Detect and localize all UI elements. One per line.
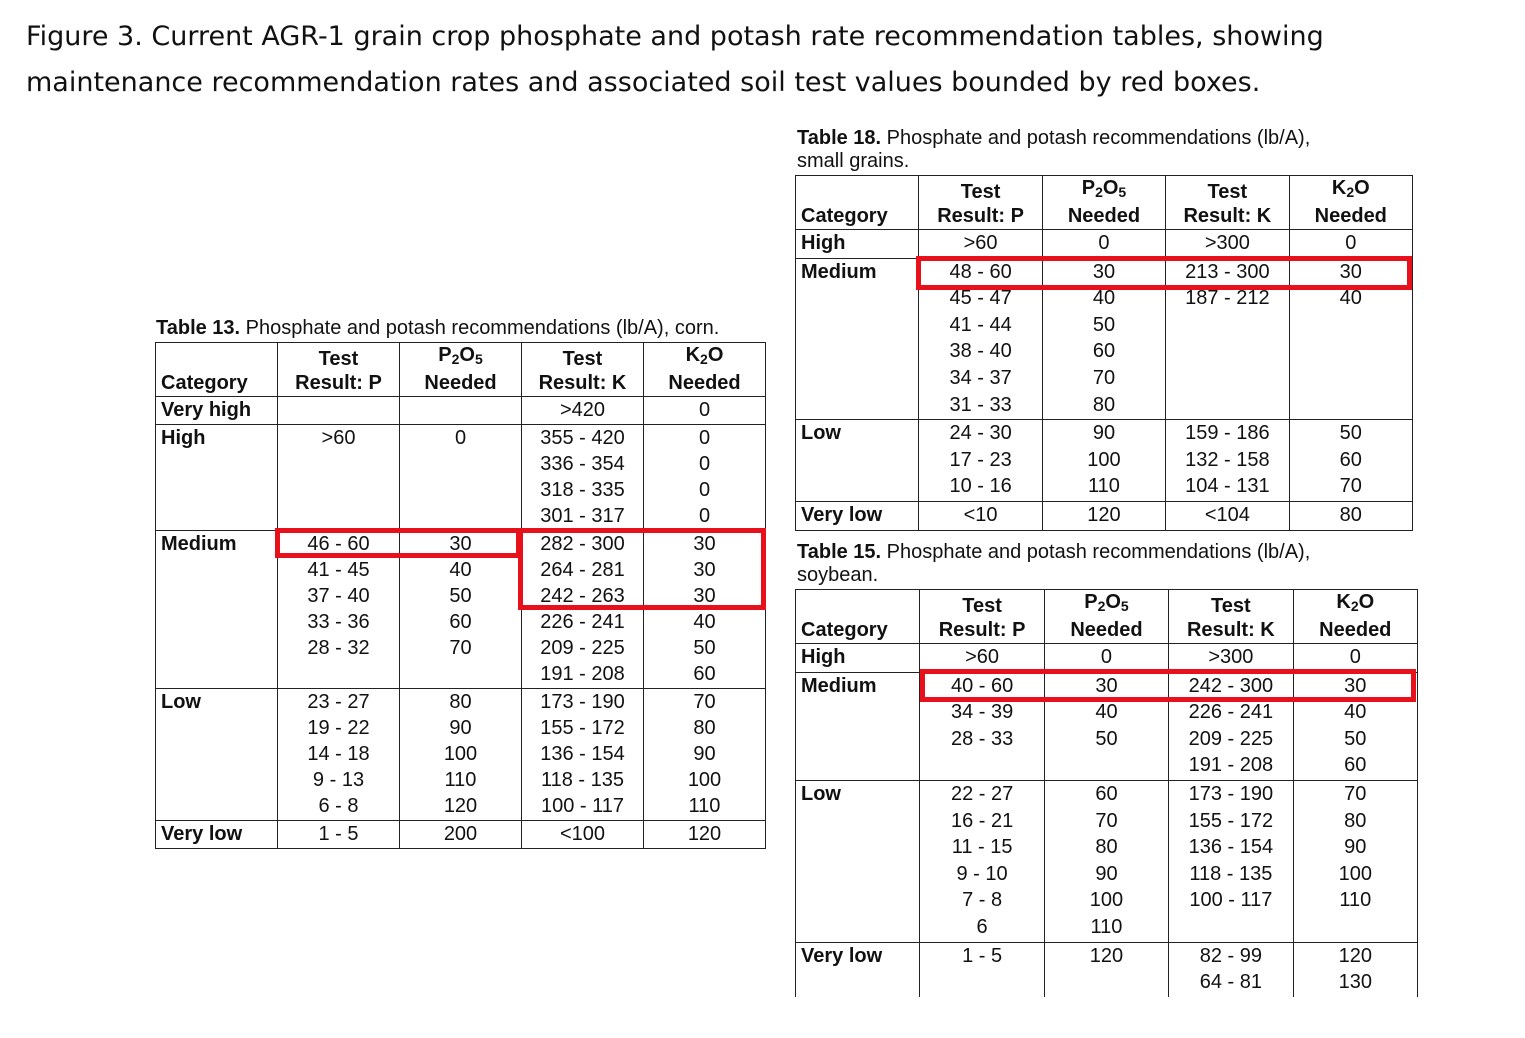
col-k2o [1289, 420, 1412, 502]
col-k [522, 821, 644, 849]
category-cell: Very low [796, 942, 920, 997]
header-p2o5-p: P [438, 344, 452, 366]
value-p: 14 - 18 [307, 743, 370, 765]
header-category: Category [156, 343, 278, 397]
header-category: Category [796, 176, 919, 230]
value-p: <10 [963, 503, 998, 526]
header-p2o5-o: O [1105, 591, 1121, 613]
highlight-box-corn-p [275, 528, 521, 558]
value-k: 118 - 135 [1189, 862, 1273, 885]
value-k2o: 50 [1344, 727, 1367, 750]
table18-label: Table 18. [797, 127, 882, 149]
col-p [920, 644, 1044, 673]
header-test-k [522, 343, 644, 397]
value-k: 191 - 208 [1188, 754, 1274, 777]
value-k: 104 - 131 [1185, 475, 1270, 498]
value-k2o: 30 [1344, 674, 1367, 697]
table15-caption: Phosphate and potash recommendations (lb/A), soybean. [797, 541, 1311, 586]
col-p2o5 [1042, 230, 1165, 259]
value-p2o5: 90 [1092, 422, 1116, 445]
value-k2o: 80 [1339, 503, 1362, 526]
value-p: 31 - 33 [949, 393, 1012, 416]
value-p: 9 - 13 [312, 769, 365, 791]
value-p2o5: 80 [449, 691, 472, 713]
value-k2o: 120 [687, 823, 722, 845]
value-k: 173 - 190 [1188, 782, 1274, 805]
col-k [1169, 942, 1293, 997]
value-k2o: 0 [698, 427, 711, 449]
col-p2o5 [400, 425, 522, 531]
highlight-box-corn-k [518, 528, 766, 610]
value-p2o5: 50 [449, 585, 472, 607]
header-k2o-sub: 2 [700, 351, 708, 367]
col-p2o5 [1044, 780, 1168, 942]
value-p2o5: 0 [1098, 232, 1110, 254]
value-p2o5: 110 [444, 769, 477, 791]
col-p2o5 [1042, 501, 1165, 530]
value-p2o5: 40 [1092, 287, 1116, 310]
col-p2o5 [1044, 942, 1168, 997]
value-p2o5: 60 [1092, 340, 1116, 363]
value-p: 11 - 15 [951, 836, 1013, 859]
table15-title [797, 541, 1357, 587]
value-k2o: 50 [693, 637, 716, 659]
header-p2o5-sub2: 5 [474, 351, 483, 367]
value-p2o5: 120 [1087, 503, 1121, 526]
header-test-p-line2: Result: P [937, 205, 1024, 227]
value-p: 17 - 23 [949, 448, 1012, 471]
col-p2o5 [400, 821, 522, 849]
category-cell: High [156, 425, 278, 531]
header-test-p-line1: Test [318, 348, 359, 370]
header-test-p-line2: Result: P [938, 619, 1026, 641]
col-k2o [1289, 230, 1412, 259]
header-p2o5-sub1: 2 [1095, 184, 1103, 200]
value-k2o: 70 [1344, 782, 1367, 805]
col-p [278, 397, 400, 425]
value-k2o: 90 [1344, 836, 1367, 859]
header-p2o5-o: O [459, 344, 475, 366]
header-row [156, 343, 766, 397]
category-cell: Medium [796, 258, 919, 420]
header-p2o5-sub1: 2 [451, 351, 460, 367]
value-p: 28 - 33 [950, 727, 1014, 750]
value-k2o: 0 [698, 479, 711, 501]
value-k: <104 [1204, 503, 1250, 526]
value-p: 38 - 40 [949, 340, 1012, 363]
value-p2o5: 100 [1087, 448, 1121, 471]
category-group [796, 230, 1413, 259]
header-p2o5-p: P [1084, 591, 1098, 613]
value-p: 23 - 27 [307, 691, 370, 713]
col-k [1169, 644, 1293, 673]
category-cell: Low [796, 420, 919, 502]
value-k2o: 40 [1344, 701, 1367, 724]
col-k2o [644, 397, 766, 425]
header-p2o5 [1042, 176, 1165, 230]
value-p: 6 [976, 915, 988, 938]
value-k: 191 - 208 [540, 663, 625, 685]
value-p: 40 - 60 [950, 674, 1014, 697]
value-k2o: 40 [693, 611, 716, 633]
value-p: 41 - 45 [307, 559, 370, 581]
value-k2o: 60 [1344, 754, 1367, 777]
value-k: 213 - 300 [1185, 260, 1270, 283]
table15-soybean [795, 589, 1418, 997]
value-k: 301 - 317 [540, 505, 625, 527]
header-test-k-line1: Test [1211, 595, 1251, 617]
col-p2o5 [400, 397, 522, 425]
value-k2o: 110 [1339, 889, 1372, 912]
header-test-k [1169, 590, 1293, 644]
value-k: 159 - 186 [1185, 422, 1270, 445]
header-k2o-sub: 2 [1350, 598, 1359, 614]
category-cell: Very high [156, 397, 278, 425]
value-k: 64 - 81 [1199, 971, 1262, 994]
category-group [796, 501, 1413, 530]
col-p [920, 942, 1044, 997]
value-p: >60 [321, 427, 356, 449]
value-k2o: 120 [1338, 944, 1372, 967]
value-p2o5: 80 [1095, 836, 1118, 859]
col-p [919, 420, 1042, 502]
value-k2o: 30 [693, 559, 716, 581]
category-cell: High [796, 644, 920, 673]
value-p: 46 - 60 [307, 533, 370, 555]
table15-label: Table 15. [797, 541, 882, 563]
header-k2o-needed: Needed [668, 372, 741, 394]
value-p2o5: 80 [1092, 393, 1116, 416]
value-k: 336 - 354 [540, 453, 625, 475]
value-p: >60 [963, 232, 998, 254]
value-k: 132 - 158 [1185, 448, 1270, 471]
value-k: 318 - 335 [540, 479, 625, 501]
header-p2o5-sub1: 2 [1097, 598, 1106, 614]
col-p2o5 [1042, 420, 1165, 502]
value-k: 264 - 281 [540, 559, 625, 581]
header-p2o5 [400, 343, 522, 397]
highlight-box-small-grains [916, 256, 1412, 290]
value-p: 19 - 22 [307, 717, 370, 739]
value-k2o: 110 [688, 795, 721, 817]
table15-cutoff [790, 1002, 1430, 1038]
header-k2o-needed: Needed [1314, 205, 1387, 227]
value-k2o: 30 [693, 533, 716, 555]
value-k2o: 90 [693, 743, 716, 765]
table13-title [156, 317, 776, 340]
header-test-p-line1: Test [960, 181, 1001, 203]
value-p: 34 - 39 [950, 701, 1014, 724]
value-k2o: 0 [698, 505, 711, 527]
category-group [156, 689, 766, 821]
value-p2o5: 50 [1092, 313, 1116, 336]
header-category: Category [796, 590, 920, 644]
header-k2o-o: O [1358, 591, 1375, 613]
value-k: 355 - 420 [540, 427, 625, 449]
header-k2o-sub: 2 [1346, 184, 1355, 200]
value-p2o5: 30 [1095, 674, 1118, 697]
header-p2o5-sub2: 5 [1118, 184, 1127, 200]
col-k [522, 397, 644, 425]
header-row [796, 176, 1413, 230]
header-test-p-line1: Test [962, 595, 1002, 617]
value-k: 242 - 263 [540, 585, 625, 607]
value-p2o5: 30 [1092, 260, 1116, 283]
value-p2o5: 120 [443, 795, 478, 817]
category-cell: Very low [156, 821, 278, 849]
value-p2o5: 70 [449, 637, 472, 659]
col-p [919, 230, 1042, 259]
value-k: 226 - 241 [1188, 701, 1274, 724]
value-p: 34 - 37 [949, 366, 1012, 389]
col-p2o5 [1044, 644, 1168, 673]
category-cell: High [796, 230, 919, 259]
value-p: 1 - 5 [962, 944, 1003, 967]
header-p2o5-o: O [1102, 177, 1119, 199]
value-k2o: 30 [1339, 260, 1362, 283]
value-k: 209 - 225 [1188, 727, 1274, 750]
value-p: 37 - 40 [307, 585, 370, 607]
value-p2o5: 100 [443, 743, 478, 765]
col-p [278, 425, 400, 531]
value-k: 155 - 172 [1188, 809, 1274, 832]
value-k2o: 0 [698, 453, 711, 475]
col-k [522, 425, 644, 531]
value-k: 100 - 117 [1189, 889, 1273, 912]
value-p2o5: 110 [1088, 475, 1120, 498]
table18-caption: Phosphate and potash recommendations (lb/A), small grains. [797, 127, 1311, 172]
category-group [156, 425, 766, 531]
col-k2o [1293, 780, 1417, 942]
value-k2o: 0 [1345, 232, 1357, 254]
col-k2o [644, 689, 766, 821]
col-p [278, 821, 400, 849]
category-group [796, 942, 1418, 997]
value-p2o5: 0 [454, 427, 467, 449]
header-row [796, 590, 1418, 644]
col-k2o [1293, 644, 1417, 673]
value-p2o5: 40 [449, 559, 472, 581]
value-p: 10 - 16 [949, 475, 1012, 498]
header-k2o-k: K [685, 344, 701, 366]
value-k2o: 0 [698, 399, 711, 421]
value-k2o: 40 [1339, 287, 1362, 310]
header-p2o5-needed: Needed [1067, 205, 1141, 227]
value-k: 226 - 241 [540, 611, 625, 633]
value-k2o: 80 [693, 717, 716, 739]
value-p: 22 - 27 [950, 782, 1014, 805]
category-cell: Medium [796, 672, 920, 780]
value-k: >300 [1208, 646, 1254, 668]
value-k: 242 - 300 [1188, 674, 1274, 697]
value-p2o5: 70 [1095, 809, 1118, 832]
value-k2o: 60 [693, 663, 716, 685]
value-p2o5: 50 [1095, 727, 1118, 750]
header-k2o [1289, 176, 1412, 230]
value-k: 136 - 154 [540, 743, 625, 765]
value-k: 155 - 172 [540, 717, 625, 739]
header-k2o-k: K [1336, 591, 1351, 613]
header-k2o-o: O [707, 344, 724, 366]
value-k2o: 100 [687, 769, 722, 791]
value-k: 187 - 212 [1185, 287, 1270, 310]
value-p2o5: 30 [449, 533, 472, 555]
header-test-p [919, 176, 1042, 230]
header-p2o5-needed: Needed [1070, 619, 1143, 641]
value-k2o: 50 [1339, 422, 1362, 445]
header-test-k-line1: Test [1207, 181, 1248, 203]
value-k2o: 70 [1339, 475, 1362, 498]
col-p [919, 501, 1042, 530]
value-k: >300 [1204, 232, 1250, 254]
value-p2o5: 0 [1100, 646, 1113, 668]
value-k: 173 - 190 [540, 691, 625, 713]
header-test-p [278, 343, 400, 397]
value-k2o: 130 [1338, 971, 1372, 994]
value-k2o: 60 [1339, 448, 1362, 471]
value-p: 48 - 60 [949, 260, 1012, 283]
col-k [1169, 780, 1293, 942]
value-k2o: 100 [1338, 862, 1372, 885]
col-k2o [1289, 501, 1412, 530]
value-k: <100 [559, 823, 606, 845]
value-k2o: 0 [1349, 646, 1361, 668]
category-group [796, 644, 1418, 673]
value-p2o5: 70 [1092, 366, 1116, 389]
col-k2o [1293, 942, 1417, 997]
table18-small-grains [795, 175, 1413, 531]
table13-caption: Phosphate and potash recommendations (lb/A), corn. [240, 317, 720, 339]
value-p: 7 - 8 [962, 889, 1003, 912]
category-cell: Very low [796, 501, 919, 530]
header-k2o [644, 343, 766, 397]
category-group [796, 780, 1418, 942]
col-p [920, 780, 1044, 942]
header-test-k [1166, 176, 1289, 230]
value-p: 6 - 8 [318, 795, 359, 817]
value-k2o: 30 [693, 585, 716, 607]
col-k [1166, 501, 1289, 530]
col-k2o [644, 425, 766, 531]
figure-caption: Figure 3. Current AGR-1 grain crop phosphate and potash rate recommendation tables, showing maintenance recommendation rates and associated soil test values bounded by red boxes. [26, 21, 1324, 98]
value-k: 100 - 117 [540, 795, 625, 817]
header-test-k-line2: Result: K [1186, 619, 1275, 641]
value-k: >420 [559, 399, 606, 421]
value-k2o: 70 [693, 691, 716, 713]
header-k2o [1293, 590, 1417, 644]
value-p2o5: 40 [1095, 701, 1118, 724]
highlight-box-soybean [920, 669, 1416, 702]
value-p2o5: 100 [1089, 889, 1124, 912]
category-cell: Low [796, 780, 920, 942]
value-p: 24 - 30 [949, 422, 1012, 445]
header-k2o-needed: Needed [1319, 619, 1392, 641]
col-k [1166, 420, 1289, 502]
value-p: 45 - 47 [949, 287, 1012, 310]
col-k [522, 689, 644, 821]
table18-title [797, 127, 1357, 173]
col-k [1166, 230, 1289, 259]
table13-label: Table 13. [156, 317, 241, 339]
header-p2o5-needed: Needed [424, 372, 497, 394]
value-p2o5: 110 [1090, 915, 1123, 938]
col-p [278, 689, 400, 821]
value-k: 118 - 135 [540, 769, 625, 791]
header-k2o-o: O [1354, 177, 1370, 199]
value-k: 282 - 300 [540, 533, 625, 555]
value-p2o5: 60 [449, 611, 472, 633]
value-p: 16 - 21 [950, 809, 1014, 832]
value-k2o: 80 [1344, 809, 1367, 832]
col-k2o [644, 821, 766, 849]
value-k: 209 - 225 [540, 637, 625, 659]
value-p2o5: 120 [1089, 944, 1124, 967]
value-p: 1 - 5 [318, 823, 359, 845]
value-p2o5: 60 [1095, 782, 1118, 805]
header-test-k-line1: Test [562, 348, 603, 370]
header-p2o5-sub2: 5 [1120, 598, 1129, 614]
category-group [156, 397, 766, 425]
value-p: 28 - 32 [307, 637, 370, 659]
header-p2o5-p: P [1081, 177, 1096, 199]
value-p: >60 [965, 646, 1000, 668]
header-test-p-line2: Result: P [295, 372, 382, 394]
value-p2o5: 90 [449, 717, 472, 739]
value-p2o5: 200 [443, 823, 478, 845]
value-p: 9 - 10 [956, 862, 1008, 885]
category-group [796, 420, 1413, 502]
category-cell: Low [156, 689, 278, 821]
value-p: 41 - 44 [949, 313, 1012, 336]
header-test-k-line2: Result: K [1183, 205, 1272, 227]
category-group [156, 821, 766, 849]
col-p2o5 [400, 689, 522, 821]
category-cell: Medium [156, 531, 278, 689]
header-test-k-line2: Result: K [538, 372, 627, 394]
value-p: 33 - 36 [307, 611, 370, 633]
value-p2o5: 90 [1095, 862, 1118, 885]
header-test-p [920, 590, 1044, 644]
header-k2o-k: K [1331, 177, 1347, 199]
header-p2o5 [1044, 590, 1168, 644]
value-k: 136 - 154 [1188, 836, 1274, 859]
value-k: 82 - 99 [1199, 944, 1262, 967]
